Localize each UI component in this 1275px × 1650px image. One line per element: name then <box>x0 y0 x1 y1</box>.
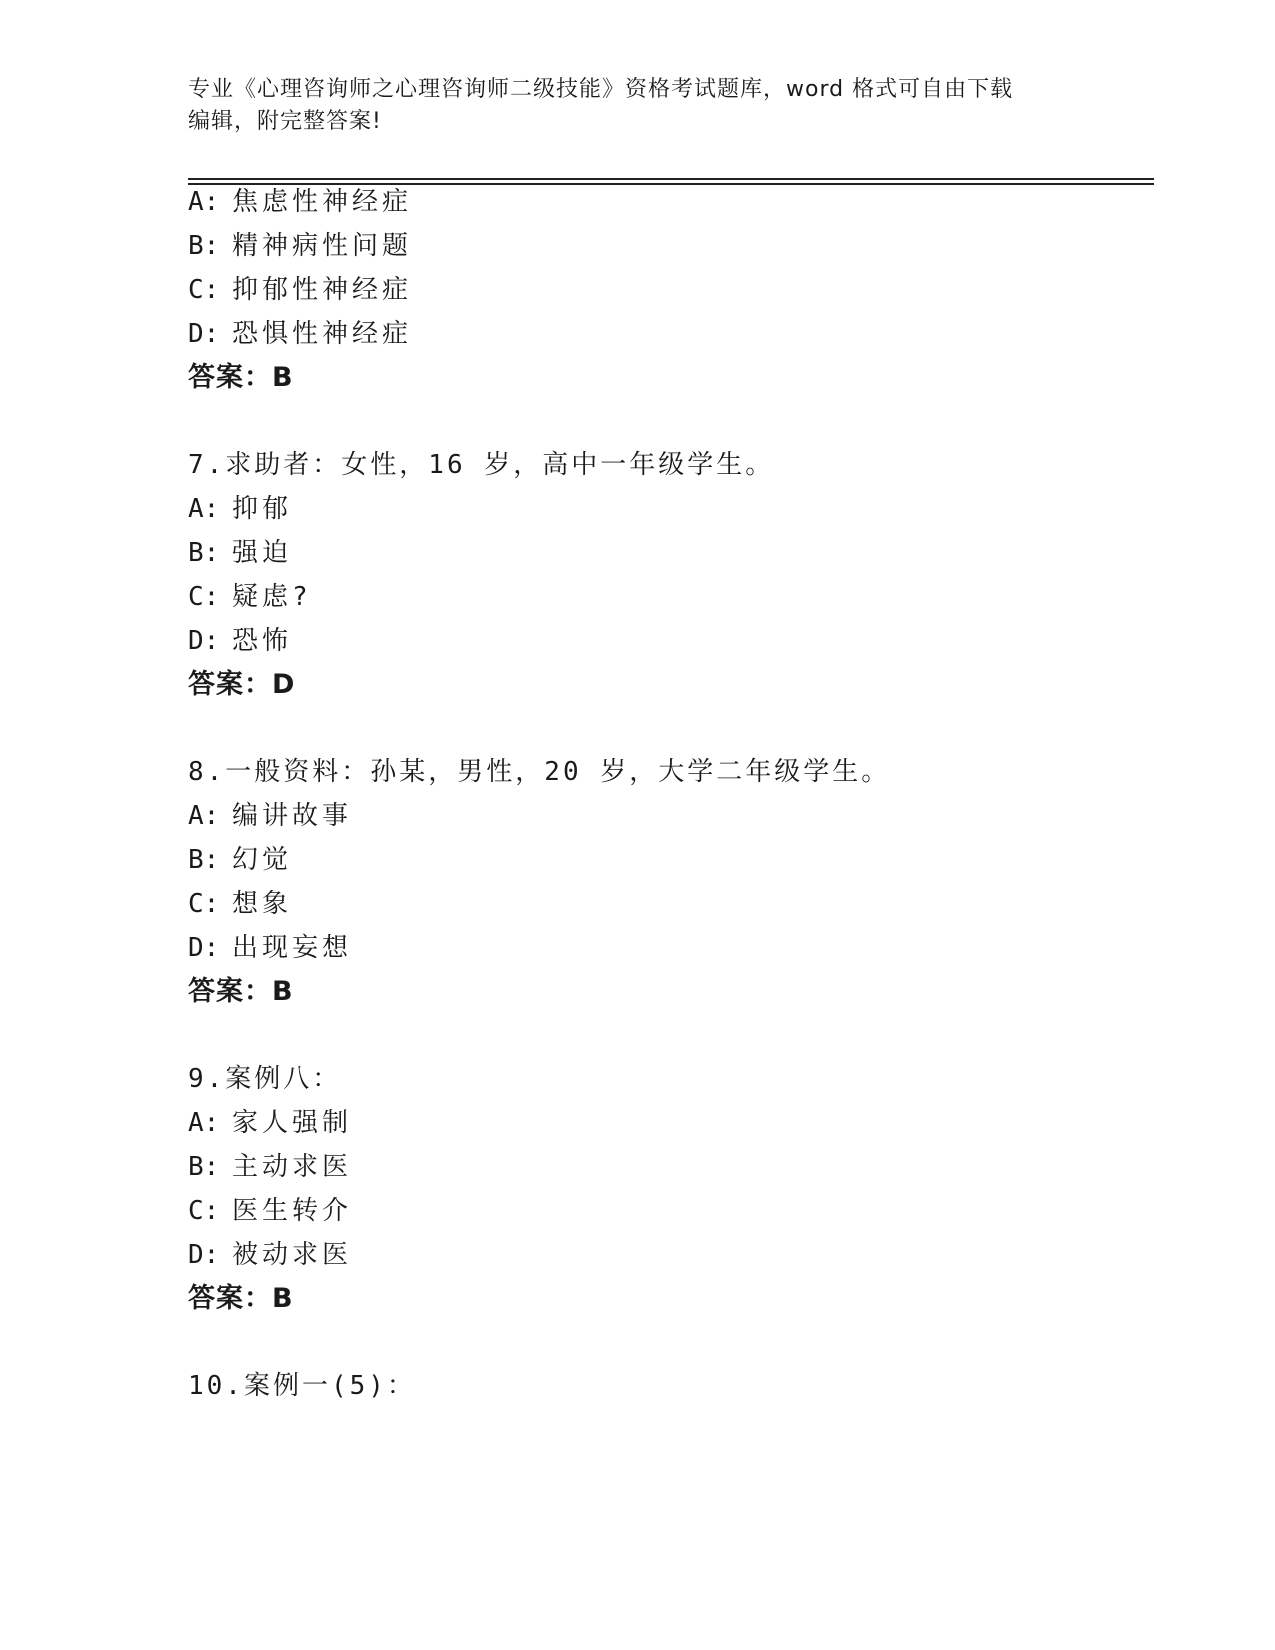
q8-answer: 答案：B <box>188 976 294 1007</box>
option-text: 医生转介 <box>232 1196 353 1226</box>
q9-option-d <box>188 1239 352 1271</box>
option-text: 主动求医 <box>232 1152 353 1182</box>
option-label: A: <box>188 1108 220 1138</box>
option-text: 幻觉 <box>232 845 293 875</box>
q9-answer: 答案：B <box>188 1283 294 1314</box>
option-text: 恐怖 <box>232 626 293 656</box>
q7-option-a <box>188 493 292 525</box>
option-label: C: <box>188 582 220 612</box>
option-text: 编讲故事 <box>232 801 353 831</box>
option-label: C: <box>188 275 220 305</box>
option-label: D: <box>188 319 220 349</box>
q9-option-c <box>188 1195 352 1227</box>
header-line-1: 专业《心理咨询师之心理咨询师二级技能》资格考试题库，word 格式可自由下载 <box>188 77 1014 102</box>
q8-option-c <box>188 888 292 920</box>
option-label: C: <box>188 1196 220 1226</box>
q6-option-a <box>188 186 412 218</box>
option-text: 焦虑性神经症 <box>232 187 413 217</box>
q8-option-b <box>188 844 292 876</box>
option-label: C: <box>188 889 220 919</box>
q8-option-a <box>188 800 352 832</box>
q7-option-d <box>188 625 292 657</box>
q6-option-b <box>188 230 412 262</box>
option-text: 疑虑? <box>232 582 312 612</box>
option-label: A: <box>188 187 220 217</box>
option-label: D: <box>188 1240 220 1270</box>
q9-stem: 9.案例八： <box>188 1064 342 1094</box>
option-label: B: <box>188 1152 220 1182</box>
option-text: 抑郁性神经症 <box>232 275 413 305</box>
option-label: A: <box>188 801 220 831</box>
q8-stem: 8.一般资料：孙某，男性，20 岁，大学二年级学生。 <box>188 757 891 787</box>
q7-stem: 7.求助者：女性，16 岁，高中一年级学生。 <box>188 450 775 480</box>
option-label: B: <box>188 231 220 261</box>
q9-option-a <box>188 1107 352 1139</box>
q7-option-b <box>188 537 292 569</box>
option-text: 被动求医 <box>232 1240 353 1270</box>
q6-answer: 答案：B <box>188 362 294 393</box>
option-text: 强迫 <box>232 538 293 568</box>
option-text: 精神病性问题 <box>232 231 413 261</box>
option-label: B: <box>188 845 220 875</box>
option-text: 出现妄想 <box>232 933 353 963</box>
q7-answer: 答案：D <box>188 669 296 700</box>
option-text: 想象 <box>232 889 293 919</box>
q6-option-c <box>188 274 412 306</box>
option-text: 恐惧性神经症 <box>232 319 413 349</box>
option-label: A: <box>188 494 220 524</box>
q7-option-c <box>188 581 312 613</box>
header-divider-top <box>188 178 1154 180</box>
q10-stem: 10.案例一(5)： <box>188 1371 416 1401</box>
document-header <box>188 74 1088 138</box>
header-line-2: 编辑，附完整答案! <box>188 109 382 134</box>
q6-option-d <box>188 318 412 350</box>
option-text: 家人强制 <box>232 1108 353 1138</box>
q9-option-b <box>188 1151 352 1183</box>
option-text: 抑郁 <box>232 494 293 524</box>
option-label: D: <box>188 626 220 656</box>
header-divider-bottom <box>188 183 1154 185</box>
q8-option-d <box>188 932 352 964</box>
option-label: D: <box>188 933 220 963</box>
option-label: B: <box>188 538 220 568</box>
